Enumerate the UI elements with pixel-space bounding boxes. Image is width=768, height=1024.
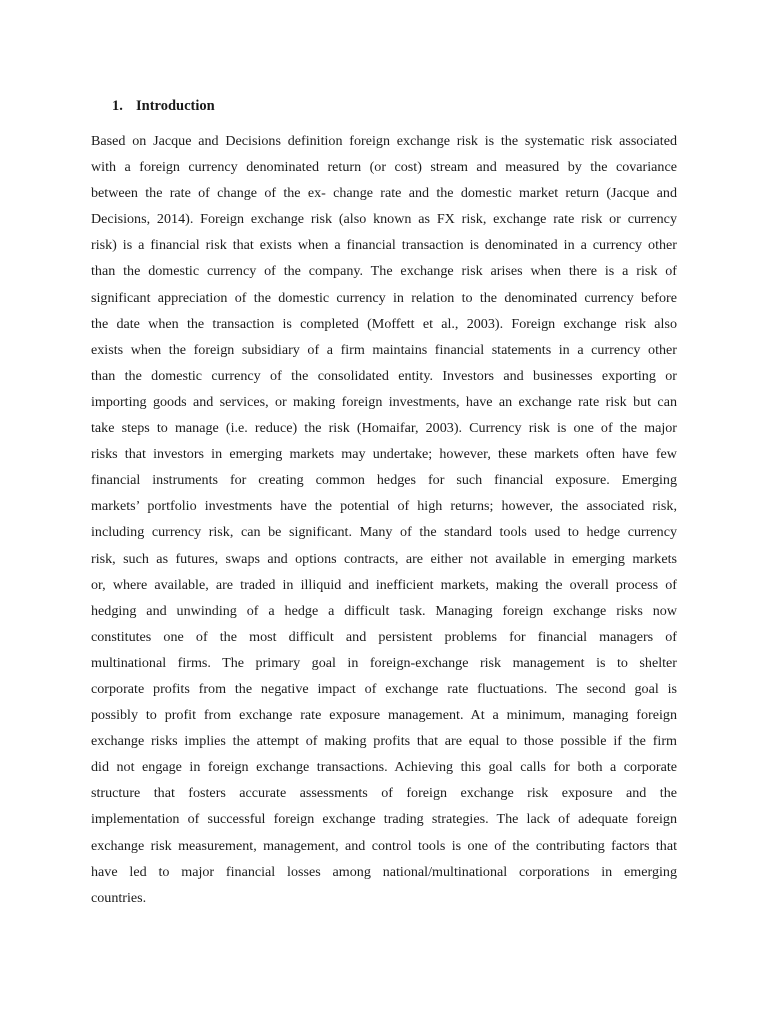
paragraph-line: exchange risks implies the attempt of making profits that are equal to those possible if the firm [91, 733, 677, 750]
paragraph-line: multinational firms. The primary goal in foreign-exchange risk management is to shelter [91, 654, 677, 671]
section-title: Introduction [136, 98, 215, 114]
section-heading [112, 98, 215, 115]
paragraph-line: risk, such as futures, swaps and options contracts, are either not available in emerging markets [91, 550, 677, 567]
paragraph-line: or, where available, are traded in illiquid and inefficient markets, making the overall process of [91, 576, 677, 593]
paragraph-line: than the domestic currency of the company. The exchange risk arises when there is a risk of [91, 263, 677, 280]
paragraph-line: implementation of successful foreign exchange trading strategies. The lack of adequate foreign [91, 811, 677, 828]
paragraph-line: corporate profits from the negative impact of exchange rate fluctuations. The second goal is [91, 680, 677, 697]
paragraph-line: exists when the foreign subsidiary of a firm maintains financial statements in a currency other [91, 341, 677, 358]
paragraph-line: constitutes one of the most difficult and persistent problems for financial managers of [91, 628, 677, 645]
body-paragraph [91, 128, 677, 911]
paragraph-line: structure that fosters accurate assessments of foreign exchange risk exposure and the [91, 785, 677, 802]
paragraph-line: markets’ portfolio investments have the potential of high returns; however, the associated risk, [91, 498, 677, 515]
paragraph-line: possibly to profit from exchange rate exposure management. At a minimum, managing foreign [91, 707, 677, 724]
paragraph-line: including currency risk, can be significant. Many of the standard tools used to hedge currency [91, 524, 677, 541]
paragraph-line: Decisions, 2014). Foreign exchange risk (also known as FX risk, exchange rate risk or currency [91, 211, 677, 228]
paragraph-line: have led to major financial losses among national/multinational corporations in emerging [91, 863, 677, 880]
paragraph-line: between the rate of change of the ex- change rate and the domestic market return (Jacque and [91, 185, 677, 202]
paragraph-line: significant appreciation of the domestic currency in relation to the denominated currency before [91, 289, 677, 306]
section-number: 1. [112, 98, 123, 114]
paragraph-line: risk) is a financial risk that exists when a financial transaction is denominated in a currency other [91, 237, 677, 254]
paragraph-line: the date when the transaction is completed (Moffett et al., 2003). Foreign exchange risk also [91, 315, 677, 332]
paragraph-line: exchange risk measurement, management, and control tools is one of the contributing factors that [91, 837, 677, 854]
paragraph-line: hedging and unwinding of a hedge a difficult task. Managing foreign exchange risks now [91, 602, 677, 619]
paragraph-line: countries. [91, 889, 147, 906]
paragraph-line: take steps to manage (i.e. reduce) the risk (Homaifar, 2003). Currency risk is one of the major [91, 420, 677, 437]
paragraph-line: financial instruments for creating common hedges for such financial exposure. Emerging [91, 472, 677, 489]
paragraph-line: risks that investors in emerging markets may undertake; however, these markets often have few [91, 446, 677, 463]
paragraph-line: with a foreign currency denominated return (or cost) stream and measured by the covariance [91, 159, 677, 176]
paragraph-line: did not engage in foreign exchange transactions. Achieving this goal calls for both a corporate [91, 759, 677, 776]
paragraph-line: Based on Jacque and Decisions definition foreign exchange risk is the systematic risk associated [91, 133, 677, 149]
paragraph-line: than the domestic currency of the consolidated entity. Investors and businesses exporting or [91, 367, 677, 384]
paragraph-line: importing goods and services, or making foreign investments, have an exchange rate risk but can [91, 393, 677, 410]
